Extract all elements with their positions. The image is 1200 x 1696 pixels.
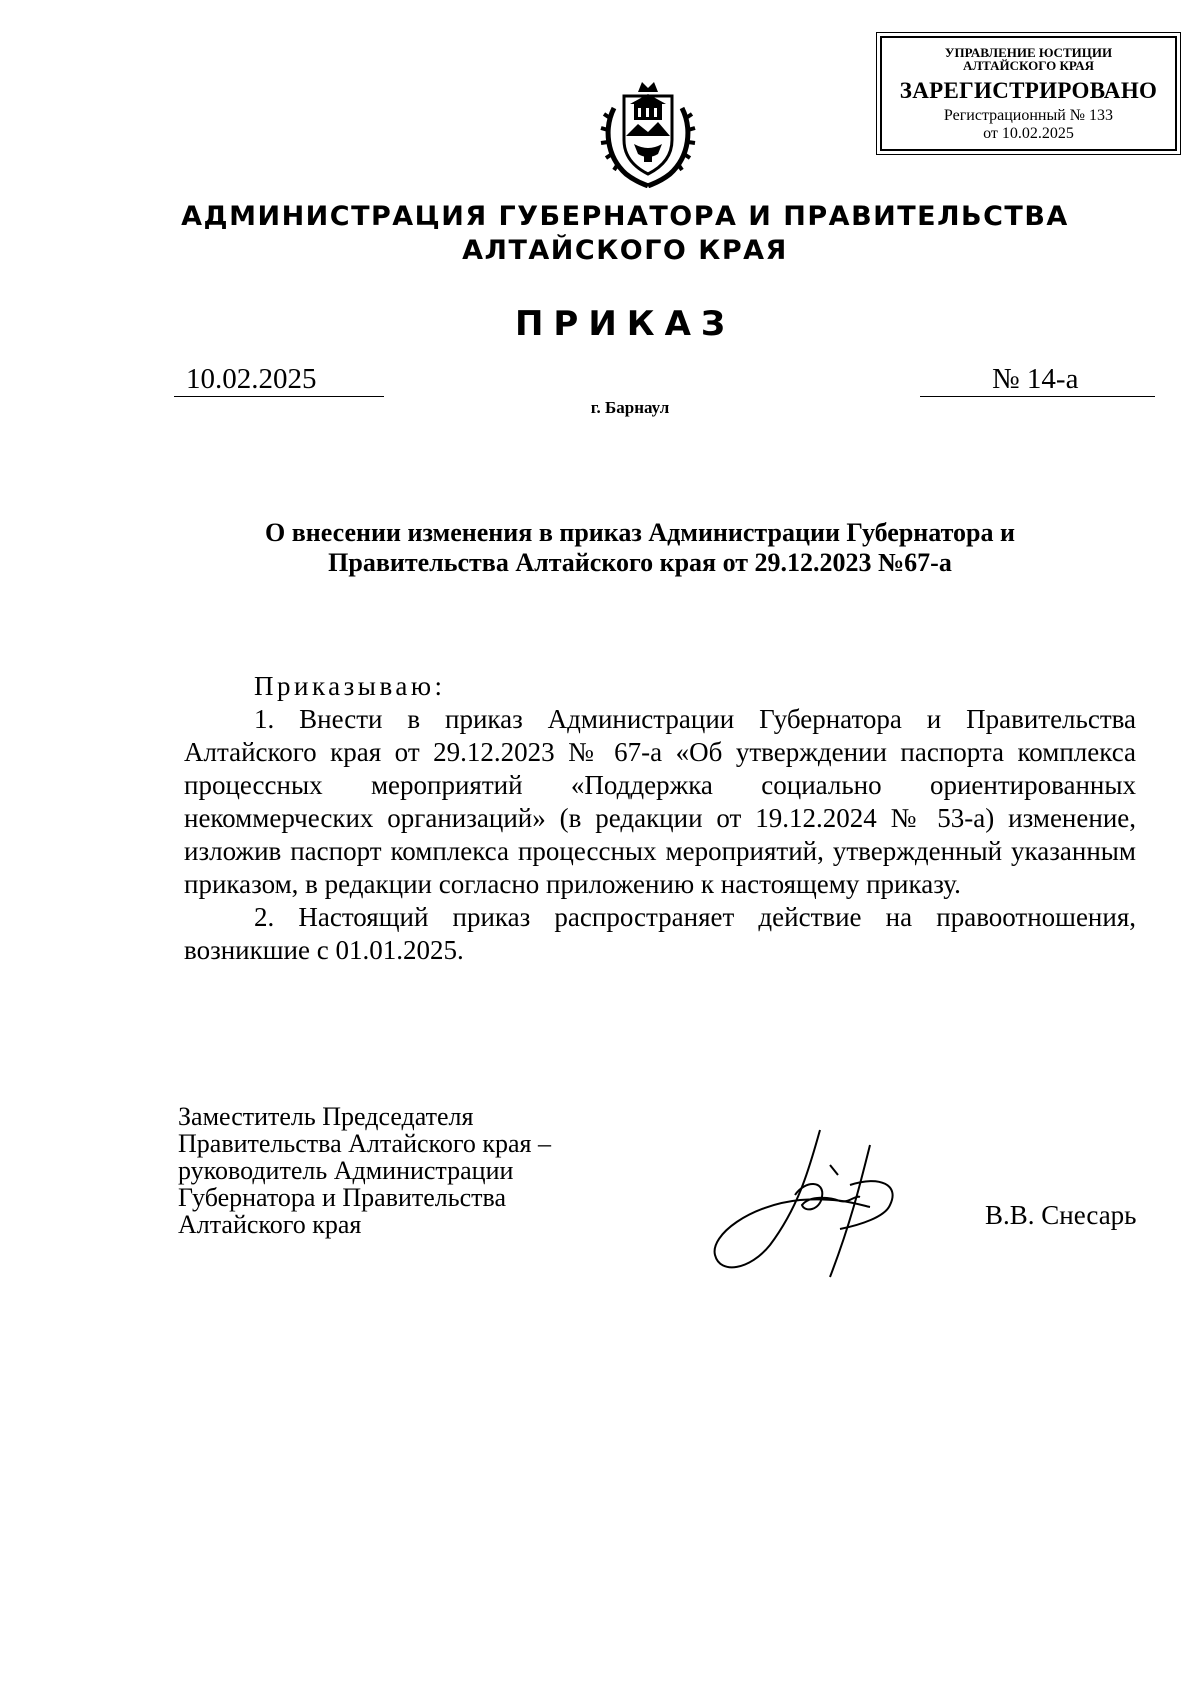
stamp-org	[882, 46, 1175, 72]
document-subject	[200, 518, 1080, 578]
stamp-reg-date: от 10.02.2025	[983, 125, 1074, 142]
order-item-2: 2. Настоящий приказ распространяет действие на правоотношения, возникшие с 01.01.2025.	[184, 902, 1136, 965]
signer-position-line: руководитель Администрации	[178, 1156, 514, 1185]
organization-title-line1: АДМИНИСТРАЦИЯ ГУБЕРНАТОРА И ПРАВИТЕЛЬСТВА	[181, 201, 1069, 232]
order-intro: Приказываю:	[254, 671, 446, 701]
signer-position-line: Правительства Алтайского края –	[178, 1129, 552, 1158]
document-type: ПРИКАЗ	[514, 304, 736, 344]
stamp-org-line2: АЛТАЙСКОГО КРАЯ	[963, 58, 1094, 73]
organization-title	[0, 200, 1200, 268]
stamp-org-line1: УПРАВЛЕНИЕ ЮСТИЦИИ	[944, 45, 1113, 60]
stamp-reg-number: Регистрационный № 133	[943, 107, 1114, 124]
signer-position-line: Алтайского края	[178, 1210, 362, 1239]
signer-name: В.В. Снесарь	[985, 1200, 1137, 1230]
subject-line1: О внесении изменения в приказ Администрации Губернатора и	[265, 518, 1015, 547]
subject-line2: Правительства Алтайского края от 29.12.2023 №67-а	[328, 548, 952, 577]
organization-title-line2: АЛТАЙСКОГО КРАЯ	[462, 235, 788, 266]
document-number: № 14-а	[920, 362, 1155, 397]
stamp-status: ЗАРЕГИСТРИРОВАНО	[899, 78, 1158, 103]
coat-of-arms-icon	[600, 78, 696, 188]
document-body	[184, 670, 1136, 967]
document-city: г. Барнаул	[590, 398, 670, 417]
document-date: 10.02.2025	[174, 362, 384, 397]
signer-position-line: Губернатора и Правительства	[178, 1183, 506, 1212]
signer-position-line: Заместитель Председателя	[178, 1102, 474, 1131]
registration-stamp	[880, 36, 1177, 151]
order-item-1: 1. Внести в приказ Администрации Губернатора и Правительства Алтайского края от 29.12.2023 № 67-а «Об утверждении паспорта комплекса процессных мероприятий «Поддержка социально ориентированных некоммерческих организаций» (в редакции от 19.12.2024 № 53-а) изменение, изложив паспорт комплекса процессных мероприятий, утвержденный указанным приказом, в редакции согласно приложению к настоящему приказу.	[184, 704, 1136, 899]
handwritten-signature	[710, 1125, 930, 1280]
signer-position	[178, 1103, 628, 1238]
